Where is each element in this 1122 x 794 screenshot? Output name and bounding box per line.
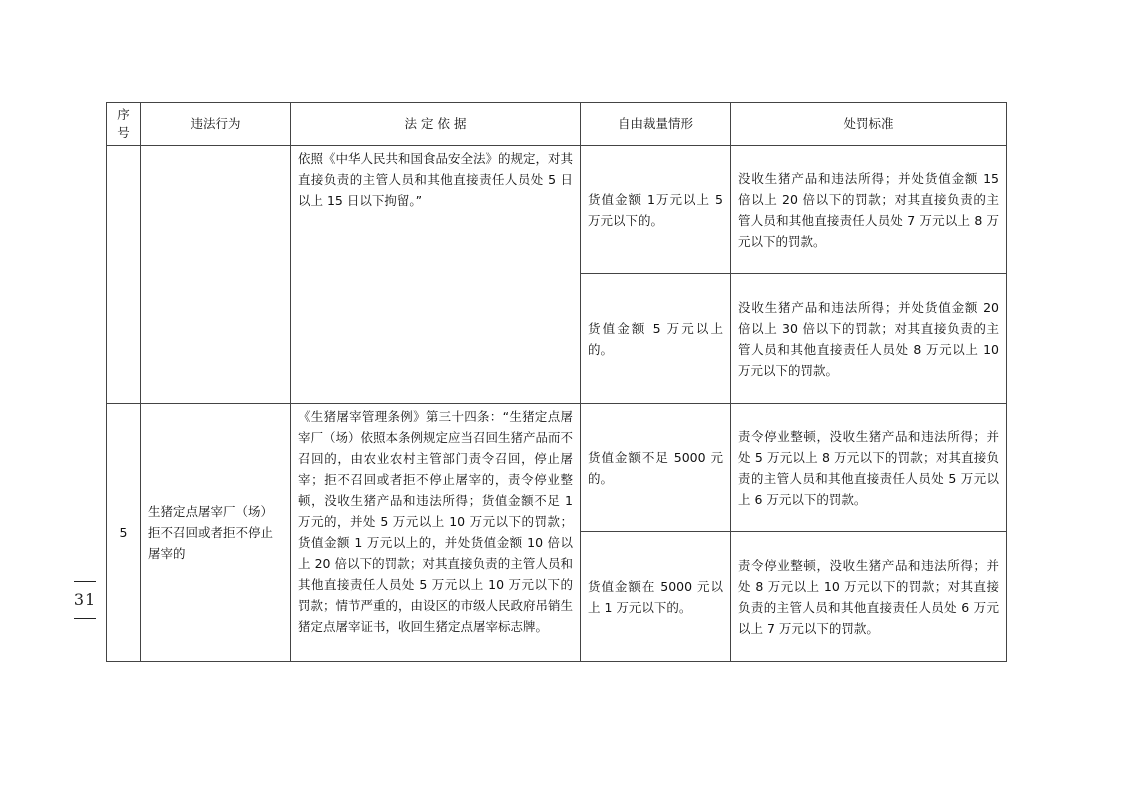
header-penalty: 处罚标准 bbox=[731, 103, 1007, 146]
header-act: 违法行为 bbox=[141, 103, 291, 146]
header-no: 序 号 bbox=[107, 103, 141, 146]
discretion-cell: 货值金额不足 5000 元的。 bbox=[581, 404, 731, 532]
page-number-value: 31 bbox=[73, 590, 97, 609]
page-number-dash-bottom bbox=[74, 618, 96, 619]
penalty-cell: 没收生猪产品和违法所得；并处货值金额 15 倍以上 20 倍以下的罚款；对其直接负责的主管人员和其他直接责任人员处 7 万元以上 8 万元以下的罚款。 bbox=[731, 146, 1007, 274]
violation-cell: 生猪定点屠宰厂（场）拒不召回或者拒不停止屠宰的 bbox=[141, 404, 291, 662]
discretion-cell: 货值金额在 5000 元以上 1 万元以下的。 bbox=[581, 532, 731, 662]
basis-cell: 依照《中华人民共和国食品安全法》的规定，对其直接负责的主管人员和其他直接责任人员处 5 日以上 15 日以下拘留。” bbox=[291, 146, 581, 404]
row-number: 5 bbox=[107, 404, 141, 662]
page-number-dash-top bbox=[74, 581, 96, 582]
discretion-cell: 货值金额 5 万元以上的。 bbox=[581, 274, 731, 404]
table-row bbox=[107, 404, 1007, 532]
header-row bbox=[107, 103, 1007, 146]
header-basis: 法 定 依 据 bbox=[291, 103, 581, 146]
penalty-table bbox=[106, 102, 1007, 662]
table-row bbox=[107, 146, 1007, 274]
page-number bbox=[70, 581, 100, 619]
header-discretion: 自由裁量情形 bbox=[581, 103, 731, 146]
basis-cell: 《生猪屠宰管理条例》第三十四条：“生猪定点屠宰厂（场）依照本条例规定应当召回生猪产品而不召回的，由农业农村主管部门责令召回，停止屠宰；拒不召回或者拒不停止屠宰的，责令停业整顿，没收生猪产品和违法所得；货值金额不足 1 万元的，并处 5 万元以上 10 万元以下的罚款；货值金额 1 万元以上的，并处货值金额 10 倍以上 20 倍以下的罚款；对其直接负责的主管人员和其他直接责任人员处 5 万元以上 10 万元以下的罚款；情节严重的，由设区的市级人民政府吊销生猪定点屠宰证书，收回生猪定点屠宰标志牌。 bbox=[291, 404, 581, 662]
row-no-cell bbox=[107, 146, 141, 404]
penalty-cell: 没收生猪产品和违法所得；并处货值金额 20 倍以上 30 倍以下的罚款；对其直接负责的主管人员和其他直接责任人员处 8 万元以上 10 万元以下的罚款。 bbox=[731, 274, 1007, 404]
discretion-cell: 货值金额 1万元以上 5 万元以下的。 bbox=[581, 146, 731, 274]
row-act-cell bbox=[141, 146, 291, 404]
penalty-cell: 责令停业整顿，没收生猪产品和违法所得；并处 8 万元以上 10 万元以下的罚款；对其直接负责的主管人员和其他直接责任人员处 6 万元以上 7 万元以下的罚款。 bbox=[731, 532, 1007, 662]
penalty-cell: 责令停业整顿，没收生猪产品和违法所得；并处 5 万元以上 8 万元以下的罚款；对其直接负责的主管人员和其他直接责任人员处 5 万元以上 6 万元以下的罚款。 bbox=[731, 404, 1007, 532]
